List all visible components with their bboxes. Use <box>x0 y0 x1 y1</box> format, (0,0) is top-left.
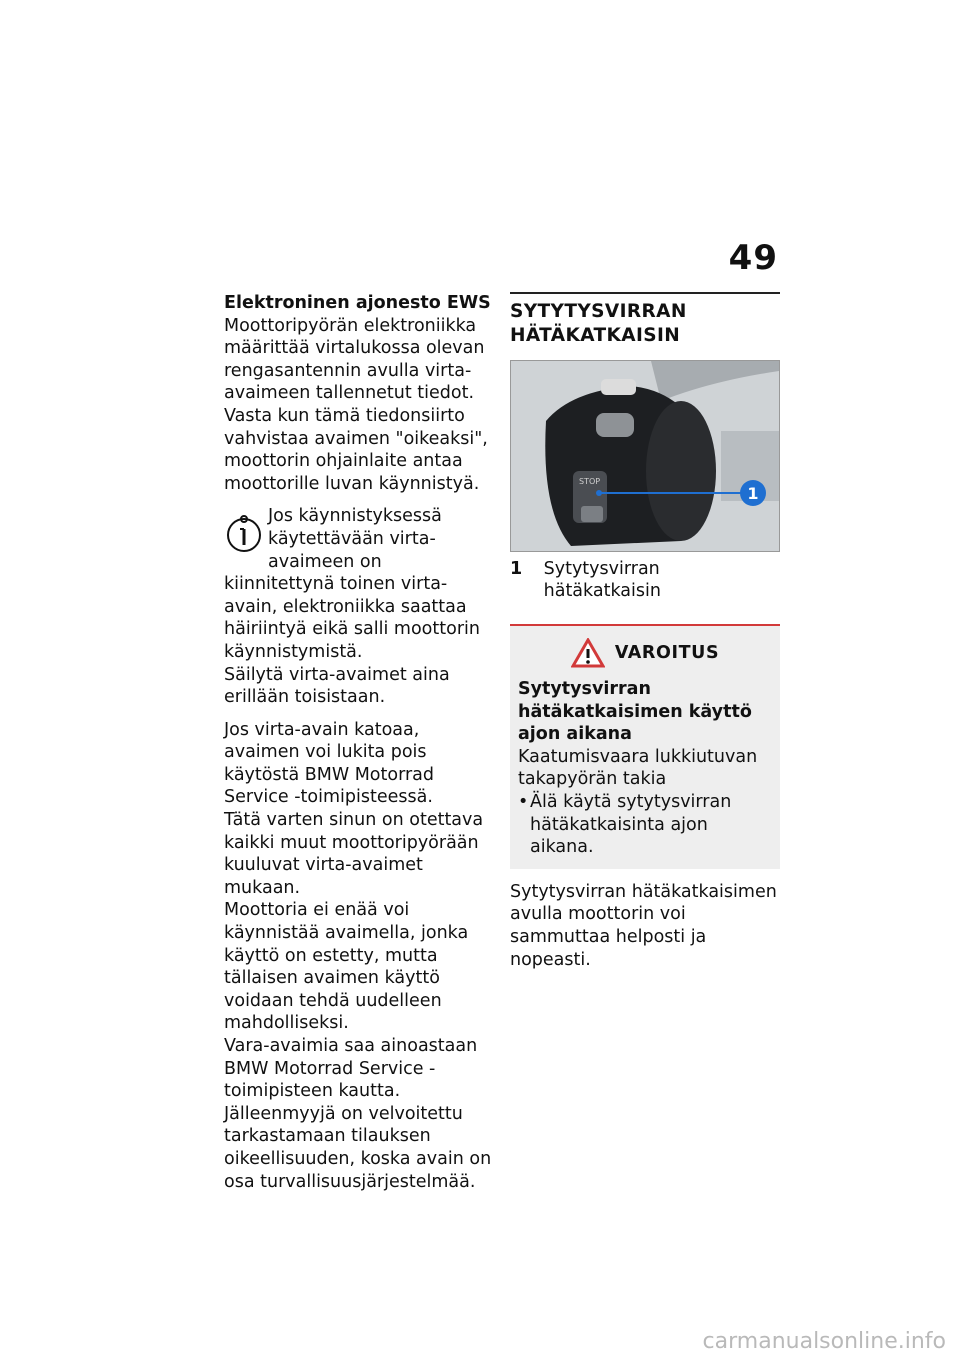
warning-bullet <box>518 791 772 859</box>
mode-button <box>596 413 634 437</box>
ews-paragraph-4: Moottoria ei enää voi käynnistää avaimella, jonka käyttö on estetty, mutta tällaisen avaimen käyttö voidaan tehdä uudelleen mahdolliseksi. <box>224 900 469 1034</box>
warning-title: VAROITUS <box>614 643 720 663</box>
warning-header <box>518 638 772 668</box>
caption-number: 1 <box>510 559 523 579</box>
ews-paragraph-2: Jos virta-avain katoaa, avaimen voi lukita pois käytöstä BMW Motorrad Service -toimipisteessä. <box>224 719 434 808</box>
info-note-text: Jos käynnistyksessä käytettävään virta-avaimeen on kiinnitettynä toinen virta-avain, elektroniikka saattaa häiriintyä eikä salli moottorin käynnistymistä. <box>224 506 480 662</box>
ews-paragraph-3: Tätä varten sinun on otettava kaikki muut moottoripyörään kuuluvat virta-avaimet mukaan. <box>224 810 484 898</box>
kill-switch-label: STOP <box>579 477 601 486</box>
left-column <box>224 292 492 1193</box>
ews-paragraph-5: Vara-avaimia saa ainoastaan BMW Motorrad Service -toimipisteen kautta. Jälleenmyyjä on velvoitettu tarkastamaan tilauksen oikeellisuuden, koska avain on osa turvallisuusjärjestelmää. <box>224 1036 492 1192</box>
page-number: 49 <box>728 238 778 278</box>
start-button <box>581 506 603 522</box>
ews-heading: Elektroninen ajonesto EWS <box>224 293 491 313</box>
info-icon <box>224 513 264 553</box>
info-note <box>224 505 492 663</box>
switch-photo <box>510 360 780 552</box>
warning-box <box>510 624 780 869</box>
warning-triangle-icon <box>571 638 605 668</box>
closing-paragraph: Sytytysvirran hätäkatkaisimen avulla moottorin voi sammuttaa helposti ja nopeasti. <box>510 881 777 970</box>
callout-dot <box>596 490 602 496</box>
ews-paragraph-1: Moottoripyörän elektroniikka määrittää virtalukossa olevan rengasantennin avulla virta-avaimeen tallennetut tiedot. Vasta kun tämä tiedonsiirto vahvistaa avaimen "oikeaksi", moottorin ohjainlaite antaa moottorille luvan käynnistyä. <box>224 315 488 494</box>
watermark: carmanualsonline.info <box>702 1329 946 1354</box>
upper-button <box>601 379 636 395</box>
warning-bullet-text: Älä käytä sytytysvirran hätäkatkaisinta ajon aikana. <box>530 791 732 858</box>
warning-bold: Sytytysvirran hätäkatkaisimen käyttö ajon aikana <box>518 679 752 745</box>
bullet-mark: • <box>518 791 529 812</box>
callout-number: 1 <box>747 484 759 503</box>
right-column <box>510 292 780 971</box>
figure-caption <box>510 558 780 602</box>
info-note-text-2: Säilytä virta-avaimet aina erillään toisistaan. <box>224 664 450 708</box>
warning-text: Kaatumisvaara lukkiutuvan takapyörän takia <box>518 746 758 790</box>
caption-text: Sytytysvirran hätäkatkaisin <box>543 559 661 601</box>
section-heading: SYTYTYSVIRRAN HÄTÄKATKAISIN <box>510 292 780 348</box>
